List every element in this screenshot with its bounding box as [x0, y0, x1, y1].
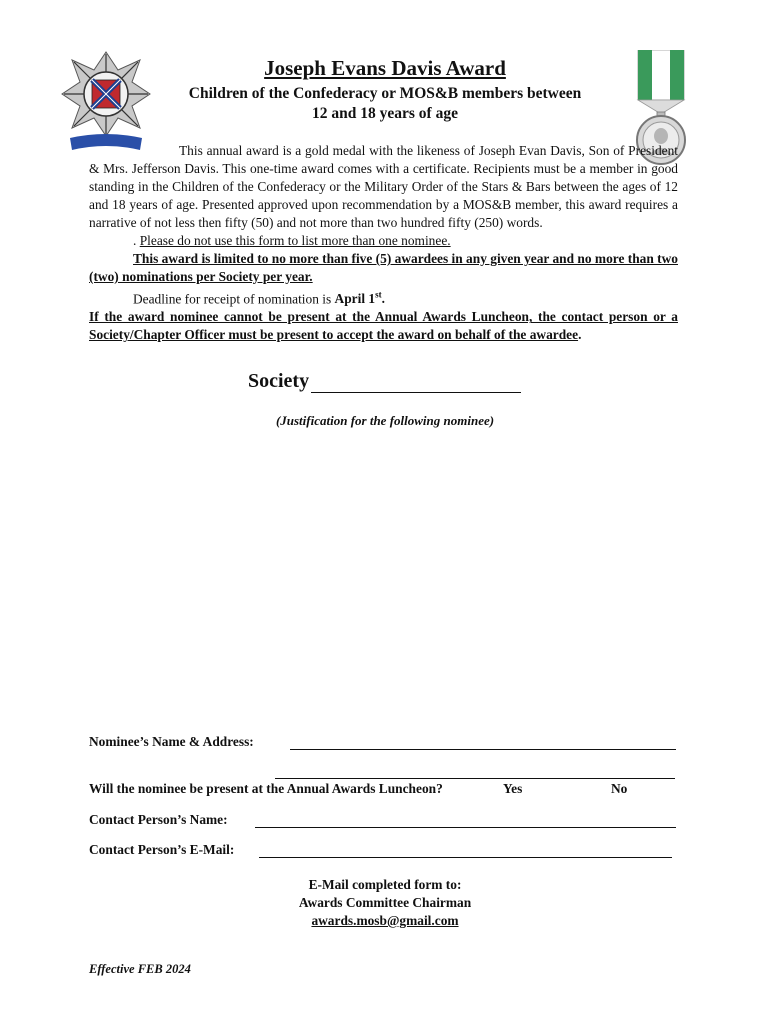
nominee-address-line[interactable]	[275, 778, 675, 779]
subtitle-line-1: Children of the Confederacy or MOS&B members between	[188, 85, 582, 102]
contact-email-label: Contact Person’s E-Mail:	[89, 842, 235, 857]
deadline-line	[89, 286, 678, 308]
note-prefix: .	[133, 233, 140, 248]
page-subtitle	[150, 84, 620, 124]
deadline-suffix: .	[381, 291, 385, 307]
society-label: Society	[248, 370, 310, 392]
luncheon-question: Will the nominee be present at the Annual Awards Luncheon?	[89, 781, 443, 796]
deadline-prefix: Deadline for receipt of nomination is	[133, 291, 335, 307]
deadline-date-sup: st	[375, 290, 382, 300]
award-limit-rule: This award is limited to no more than five (5) awardees in any given year and no more than two (two) nominations per Society per year.	[89, 251, 678, 284]
presence-rule	[89, 308, 678, 344]
description-paragraph: This annual award is a gold medal with the likeness of Joseph Evan Davis, Son of President & Mrs. Jefferson Davis. This one-time award comes with a certificate. Recipients must be a member in good standing in the Children of the Confederacy or the Military Order of the Stars & Bars between the ages of 12 and 18 years of age. Presented approved upon recommendation by a MOS&B member, this award requires a narrative of not less then fifty (50) and not more than two hundred fifty (250) words.	[89, 143, 678, 230]
presence-rule-end: .	[578, 327, 582, 343]
society-field	[248, 370, 521, 393]
note-text: Please do not use this form to list more than one nominee.	[139, 233, 451, 248]
contact-name-line[interactable]	[255, 827, 676, 828]
award-description	[89, 142, 678, 344]
nominee-name-line[interactable]	[290, 749, 676, 750]
submission-line-1: E-Mail completed form to:	[308, 877, 462, 892]
society-input-line[interactable]	[311, 372, 521, 393]
submission-line-2: Awards Committee Chairman	[298, 895, 472, 910]
society-logo	[60, 50, 152, 155]
contact-name-label: Contact Person’s Name:	[89, 812, 228, 827]
submission-instructions	[150, 876, 620, 930]
nominee-note	[89, 232, 678, 250]
effective-date: Effective FEB 2024	[89, 962, 191, 976]
justification-label: (Justification for the following nominee)	[275, 413, 495, 428]
luncheon-no-option[interactable]: No	[611, 781, 628, 796]
submission-email-link[interactable]: awards.mosb@gmail.com	[311, 913, 459, 928]
contact-email-line[interactable]	[259, 857, 672, 858]
page-title: Joseph Evans Davis Award	[264, 56, 506, 80]
luncheon-yes-option[interactable]: Yes	[503, 781, 523, 796]
nominee-name-label: Nominee’s Name & Address:	[89, 734, 254, 749]
deadline-date-text: April 1	[334, 291, 376, 307]
deadline-date	[335, 291, 385, 306]
presence-rule-text: If the award nominee cannot be present at the Annual Awards Luncheon, the contact person or a Society/Chapter Officer must be present to accept the award on behalf of the awardee	[89, 309, 678, 343]
subtitle-line-2: 12 and 18 years of age	[312, 105, 458, 122]
